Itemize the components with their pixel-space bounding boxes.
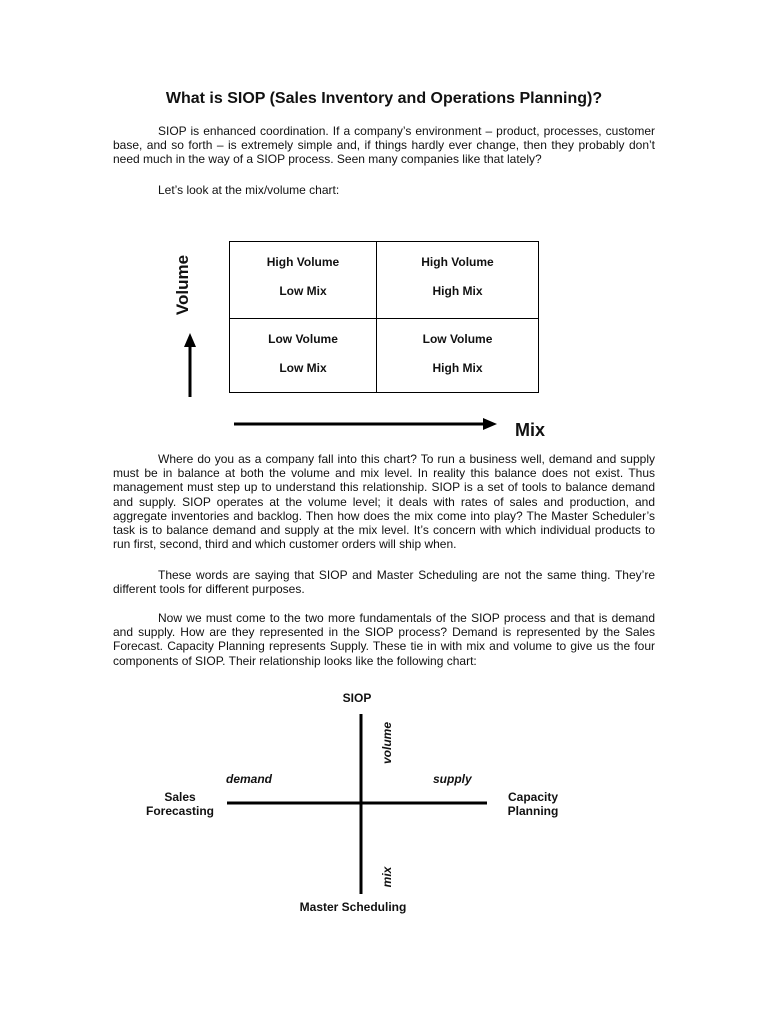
paragraph-intro: SIOP is enhanced coordination. If a company’s environment – product, processes, customer base, and so forth – is extremely simple and, if things hardly ever change, then they probably don’t need much in the way of a SIOP process. Seen many companies like that lately? bbox=[113, 124, 655, 167]
cell-line-2: Low Mix bbox=[279, 284, 327, 298]
siop-top-label: SIOP bbox=[342, 691, 372, 705]
capacity-planning-label bbox=[488, 790, 578, 818]
cell-line-1: High Volume bbox=[421, 255, 494, 269]
paragraph-chart-lead: Let’s look at the mix/volume chart: bbox=[158, 183, 340, 197]
demand-label: demand bbox=[226, 772, 273, 786]
mix-axis-label: Mix bbox=[515, 420, 546, 440]
sales-forecasting-line-1: Sales bbox=[164, 790, 196, 804]
capacity-planning-line-2: Planning bbox=[507, 804, 559, 818]
page-title: What is SIOP (Sales Inventory and Operations Planning)? bbox=[165, 90, 603, 107]
cell-line-2: Low Mix bbox=[279, 361, 327, 375]
volume-axis-label: Volume bbox=[173, 254, 192, 316]
capacity-planning-line-1: Capacity bbox=[507, 790, 559, 804]
supply-label: supply bbox=[433, 772, 472, 786]
cell-line-1: Low Volume bbox=[268, 332, 338, 346]
paragraph-tools: These words are saying that SIOP and Master Scheduling are not the same thing. They’re different tools for different purposes. bbox=[113, 568, 655, 597]
cell-line-1: Low Volume bbox=[422, 332, 493, 346]
cell-line-2: High Mix bbox=[432, 361, 483, 375]
master-scheduling-label: Master Scheduling bbox=[299, 900, 407, 914]
sales-forecasting-line-2: Forecasting bbox=[145, 804, 214, 818]
sales-forecasting-label bbox=[130, 790, 230, 818]
paragraph-fundamentals: Now we must come to the two more fundamentals of the SIOP process and that is demand and supply. How are they represented in the SIOP process? Demand is represented by the Sales Forecast. Capacity Planning represents Supply. These tie in with mix and volume to give us the four components of SIOP. Their relationship looks like the following chart: bbox=[113, 611, 655, 668]
paragraph-balance: Where do you as a company fall into this chart? To run a business well, demand and supply must be in balance at both the volume and mix level. In reality this balance does not exist. Thus management must step up to understand this relationship. SIOP is a set of tools to balance demand and supply. SIOP operates at the volume level; it deals with rates of sales and production, and aggregate inventories and backlog. Then how does the mix come into play? The Master Scheduler’s task is to balance demand and supply at the mix level. It’s concern with which individual products to run first, second, third and which customer orders will ship when. bbox=[113, 452, 655, 552]
volume-label: volume bbox=[380, 721, 394, 765]
mix-label: mix bbox=[380, 866, 394, 888]
cell-line-2: High Mix bbox=[432, 284, 483, 298]
cell-line-1: High Volume bbox=[266, 255, 340, 269]
